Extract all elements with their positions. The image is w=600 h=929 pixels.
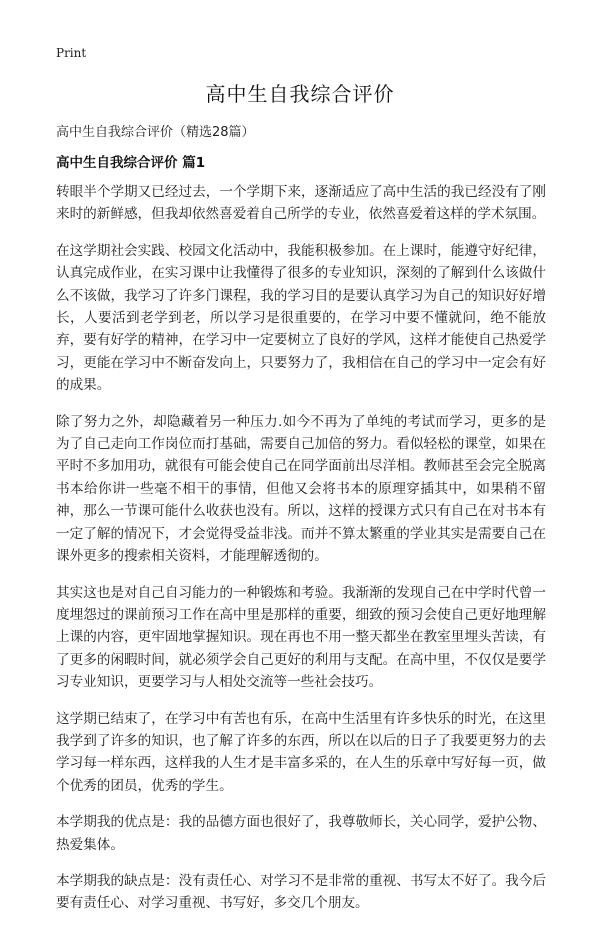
paragraph: 其实这也是对自己自习能力的一种锻炼和考验。我渐渐的发现自己在中学时代曾一度埋怨过的课前预习工作在高中里是那样的重要，细致的预习会使自己更好地理解上课的内容，更牢固地掌握知识。现在再也不用一整天都坐在教室里埋头苦读，有了更多的闲暇时间，就必须学会自己更好的利用与支配。在高中里，不仅仅是要学习专业知识，更要学习与人相处交流等一些社会技巧。 (56, 584, 546, 691)
paragraph: 除了努力之外，却隐藏着另一种压力.如今不再为了单纯的考试而学习，更多的是为了自己走向工作岗位而打基础，需要自己加倍的努力。看似轻松的课堂，如果在平时不多加用功，就很有可能会使自己在同学面前出尽洋相。教师甚至会完全脱离书本给你讲一些毫不相干的事情，但他又会将书本的原理穿插其中，如果稍不留神，那么一节课可能什么收获也没有。所以，这样的授课方式只有自己在对书本有一定了解的情况下，才会觉得受益非浅。而并不算太繁重的学业其实是需要自己在课外更多的搜索相关资料，才能理解透彻的。 (56, 413, 546, 565)
paragraph: 本学期我的优点是：我的品德方面也很好了，我尊敬师长，关心同学，爱护公物、热爱集体。 (56, 814, 546, 853)
paragraph: 转眼半个学期又已经过去，一个学期下来，逐渐适应了高中生活的我已经没有了刚来时的新鲜感，但我却依然喜爱着自己所学的专业，依然喜爱着这样的学术氛围。 (56, 184, 546, 223)
paragraph: 在这学期社会实践、校园文化活动中，我能积极参加。在上课时，能遵守好纪律，认真完成作业，在实习课中让我懂得了很多的专业知识，深刻的了解到什么该做什么不该做，我学习了许多门课程，我的学习目的是要认真学习为自己的知识好好增长，人要活到老学到老，所以学习是很重要的，在学习中要不懂就问，绝不能放弃，要有好学的精神，在学习中一定要树立了良好的学风，这样才能使自己热爱学习，更能在学习中不断奋发向上，只要努力了，我相信在自己的学习中一定会有好的成果。 (56, 242, 546, 394)
page-title: 高中生自我综合评价 (205, 82, 395, 106)
body-text (56, 181, 546, 929)
print-link[interactable]: Print (56, 46, 87, 60)
subtitle: 高中生自我综合评价（精选28篇） (56, 125, 255, 140)
paragraph: 本学期我的缺点是：没有责任心、对学习不是非常的重视、书写太不好了。我今后要有责任心、对学习重视、书写好，多交几个朋友。 (56, 872, 546, 912)
paragraph: 这学期已结束了，在学习中有苦也有乐，在高中生活里有许多快乐的时光，在这里我学到了许多的知识，也了解了许多的东西，所以在以后的日子了我要更努力的去学习每一样东西，这样我的人生才是丰富多采的，在人生的乐章中写好每一页，做个优秀的团员，优秀的学生。 (56, 710, 546, 794)
section-heading: 高中生自我综合评价 篇1 (56, 155, 206, 171)
